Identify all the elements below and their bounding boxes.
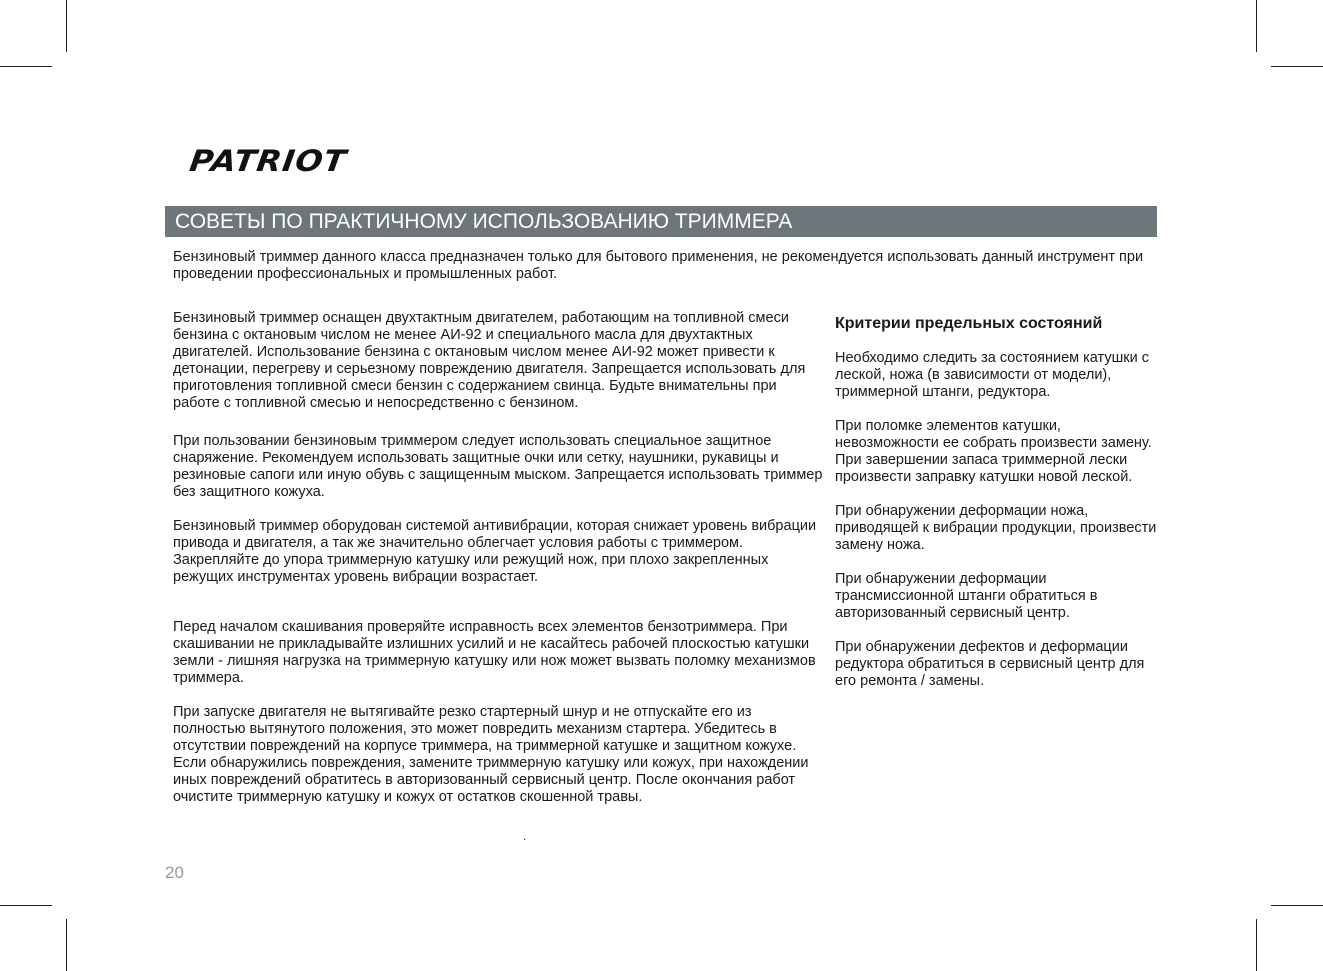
crop-mark-top-left-v (66, 0, 67, 52)
right-paragraph-spool: При поломке элементов катушки, невозможности ее собрать произвести замену. При завершении запаса триммерной лески произвести заправку катушки новой леской. (835, 418, 1152, 485)
stray-mark: . (523, 829, 527, 843)
crop-mark-bottom-left-h (0, 905, 52, 906)
right-column (835, 314, 1160, 690)
page-number: 20 (165, 863, 184, 882)
left-paragraph-antivibration: Бензиновый триммер оборудован системой антивибрации, которая снижает уровень вибрации привода и двигателя, а так же значительно облегчает условия работы с триммером. Закрепляйте до упора триммерную катушку или режущий нож, при плохо закрепленных режущих инструментах уровень вибрации возрастает. (173, 518, 817, 585)
brand-logo: PATRIOT (187, 143, 350, 179)
left-paragraph-fuel: Бензиновый триммер оснащен двухтактным двигателем, работающим на топливной смеси бензина с октановым числом не менее АИ-92 и специального масла для двухтактных двигателей. Использование бензина с октановым числом менее АИ-92 может привести к детонации, перегреву и серьезному повреждению двигателя. Запрещается использовать для приготовления топливной смеси бензин с содержанием свинца. Будьте внимательны при работе с топливной смесью и непосредственно с бензином. (173, 310, 806, 411)
left-paragraph-protection: При пользовании бензиновым триммером следует использовать специальное защитное снаряжение. Рекомендуем использовать защитные очки или сетку, наушники, рукавицы и резиновые сапоги или иную обувь с защищенным мыском. Запрещается использовать триммер без защитного кожуха. (173, 433, 823, 500)
right-paragraph-blade: При обнаружении деформации ножа, приводящей к вибрации продукции, произвести замену ножа. (835, 503, 1157, 553)
left-paragraph-starting: При запуске двигателя не вытягивайте резко стартерный шнур и не отпускайте его из полностью вытянутого положения, это может повредить механизм стартера. Убедитесь в отсутствии повреждений на корпусе триммера, на триммерной катушке и защитном кожухе. Если обнаружились повреждения, замените триммерную катушку или кожух, при нахождении иных повреждений обратитесь в авторизованный сервисный центр. После окончания работ очистите триммерную катушку и кожух от остатков скошенной травы. (173, 704, 809, 805)
right-paragraph-monitor: Необходимо следить за состоянием катушки с леской, ножа (в зависимости от модели), триммерной штанги, редуктора. (835, 350, 1149, 400)
crop-mark-bottom-left-v (66, 919, 67, 971)
left-column (173, 310, 823, 806)
crop-mark-top-right-h (1271, 66, 1323, 67)
section-title-bar: СОВЕТЫ ПО ПРАКТИЧНОМУ ИСПОЛЬЗОВАНИЮ ТРИММЕРА (165, 206, 1157, 237)
left-paragraph-mowing: Перед началом скашивания проверяйте исправность всех элементов бензотриммера. При скашивании не прикладывайте излишних усилий и не касайтесь рабочей плоскостью катушки земли - лишняя нагрузка на триммерную катушку или нож может вызвать поломку механизмов триммера. (173, 619, 816, 686)
crop-mark-top-left-h (0, 66, 52, 67)
limit-states-heading: Критерии предельных состояний (835, 315, 1103, 332)
intro-paragraph: Бензиновый триммер данного класса предназначен только для бытового применения, не рекомендуется использовать данный инструмент при проведении профессиональных и промышленных работ. (173, 249, 1144, 282)
right-paragraph-shaft: При обнаружении деформации трансмиссионной штанги обратиться в авторизованный сервисный центр. (835, 571, 1098, 621)
crop-mark-top-right-v (1256, 0, 1257, 52)
crop-mark-bottom-right-h (1271, 905, 1323, 906)
right-paragraph-gearbox: При обнаружении дефектов и деформации редуктора обратиться в сервисный центр для его ремонта / замены. (835, 639, 1145, 689)
crop-mark-bottom-right-v (1256, 919, 1257, 971)
